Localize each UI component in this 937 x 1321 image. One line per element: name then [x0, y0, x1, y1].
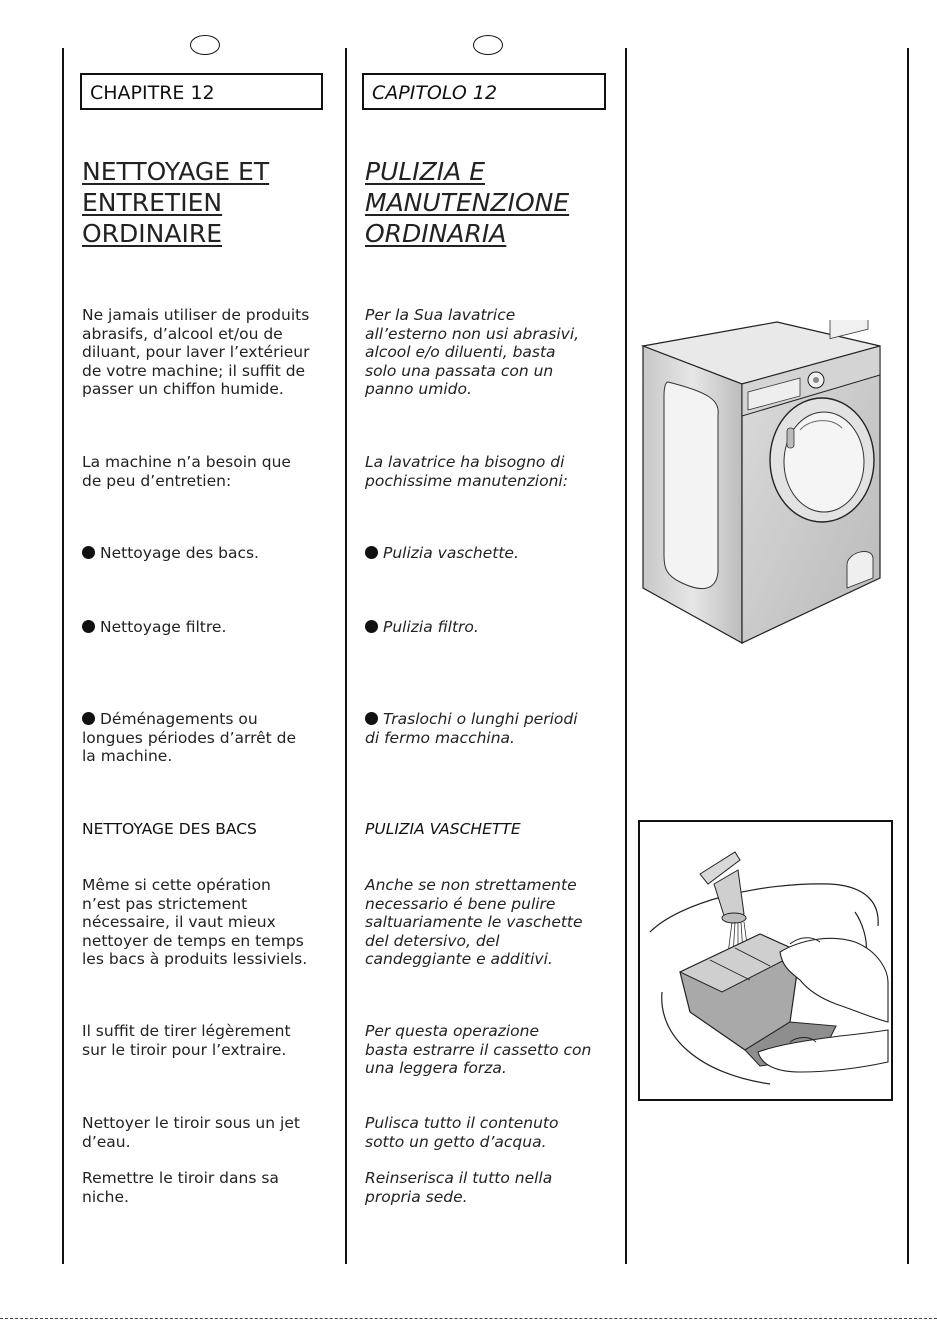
bullet-item-fr: [82, 710, 347, 766]
bullet-item-it: [365, 710, 630, 747]
drawer-cleaning-illustration: [638, 820, 893, 1101]
subheading-it: PULIZIA VASCHETTE: [365, 820, 521, 838]
bullet-dot-icon: [365, 712, 378, 725]
intro-paragraph-fr: Ne jamais utiliser de produits abrasifs, d’alcool et/ou de diluant, pour laver l’extérieur de votre machine; il suffit de passer un chiffon humide.: [82, 306, 310, 398]
maintenance-paragraph-it: La lavatrice ha bisogno di pochissime manutenzioni:: [365, 453, 568, 490]
bullet-text: Nettoyage des bacs.: [100, 544, 259, 562]
chapter-label-fr: CHAPITRE 12: [80, 73, 323, 110]
washing-machine-illustration: [640, 320, 890, 650]
drawer-rinse-drawing: [640, 822, 891, 1099]
bullet-item-fr: [82, 544, 347, 563]
body-paragraph-fr: Même si cette opération n’est pas strictement nécessaire, il vaut mieux nettoyer de temps en temps les bacs à produits lessiviels.: [82, 876, 308, 968]
body-paragraph-it: Per questa operazione basta estrarre il cassetto con una leggera forza.: [365, 1022, 592, 1077]
bullet-item-it: [365, 618, 630, 637]
bullet-dot-icon: [82, 620, 95, 633]
body-paragraph-it: Pulisca tutto il contenuto sotto un getto d’acqua.: [365, 1114, 559, 1151]
body-paragraph-it: Reinserisca il tutto nella propria sede.: [365, 1169, 553, 1206]
section-title-fr: [82, 156, 269, 249]
column-divider: [907, 48, 909, 1264]
column-divider: [62, 48, 64, 1264]
title-line: ORDINAIRE: [82, 219, 223, 248]
body-paragraph-it: Anche se non strettamente necessario é bene pulire saltuariamente le vaschette del detersivo, del candeggiante e additivi.: [365, 876, 583, 968]
language-marker-fr-icon: [190, 35, 220, 55]
title-line: ORDINARIA: [365, 219, 507, 248]
bullet-dot-icon: [82, 546, 95, 559]
bullet-text: Traslochi o lunghi periodi di fermo macchina.: [365, 710, 578, 747]
language-marker-it-icon: [473, 35, 503, 55]
body-paragraph-fr: Il suffit de tirer légèrement sur le tiroir pour l’extraire.: [82, 1022, 291, 1059]
title-line: NETTOYAGE ET: [82, 157, 270, 186]
bullet-text: Pulizia filtro.: [383, 618, 479, 636]
maintenance-paragraph-fr: La machine n’a besoin que de peu d’entretien:: [82, 453, 291, 490]
section-title-it: [365, 156, 569, 249]
body-paragraph-fr: Remettre le tiroir dans sa niche.: [82, 1169, 279, 1206]
bullet-dot-icon: [365, 546, 378, 559]
bullet-text: Déménagements ou longues périodes d’arrêt de la machine.: [82, 710, 297, 765]
title-line: PULIZIA E: [365, 157, 486, 186]
bullet-item-it: [365, 544, 630, 563]
bullet-dot-icon: [82, 712, 95, 725]
subheading-fr: NETTOYAGE DES BACS: [82, 820, 257, 838]
title-line: MANUTENZIONE: [365, 188, 570, 217]
bullet-item-fr: [82, 618, 347, 637]
column-divider: [625, 48, 627, 1264]
page-bottom-edge: [0, 1318, 937, 1319]
chapter-label-it: CAPITOLO 12: [362, 73, 606, 110]
bullet-text: Nettoyage filtre.: [100, 618, 227, 636]
bullet-text: Pulizia vaschette.: [383, 544, 519, 562]
bullet-dot-icon: [365, 620, 378, 633]
body-paragraph-fr: Nettoyer le tiroir sous un jet d’eau.: [82, 1114, 300, 1151]
title-line: ENTRETIEN: [82, 188, 223, 217]
intro-paragraph-it: Per la Sua lavatrice all’esterno non usi abrasivi, alcool e/o diluenti, basta solo una passata con un panno umido.: [365, 306, 580, 398]
column-divider: [345, 48, 347, 1264]
